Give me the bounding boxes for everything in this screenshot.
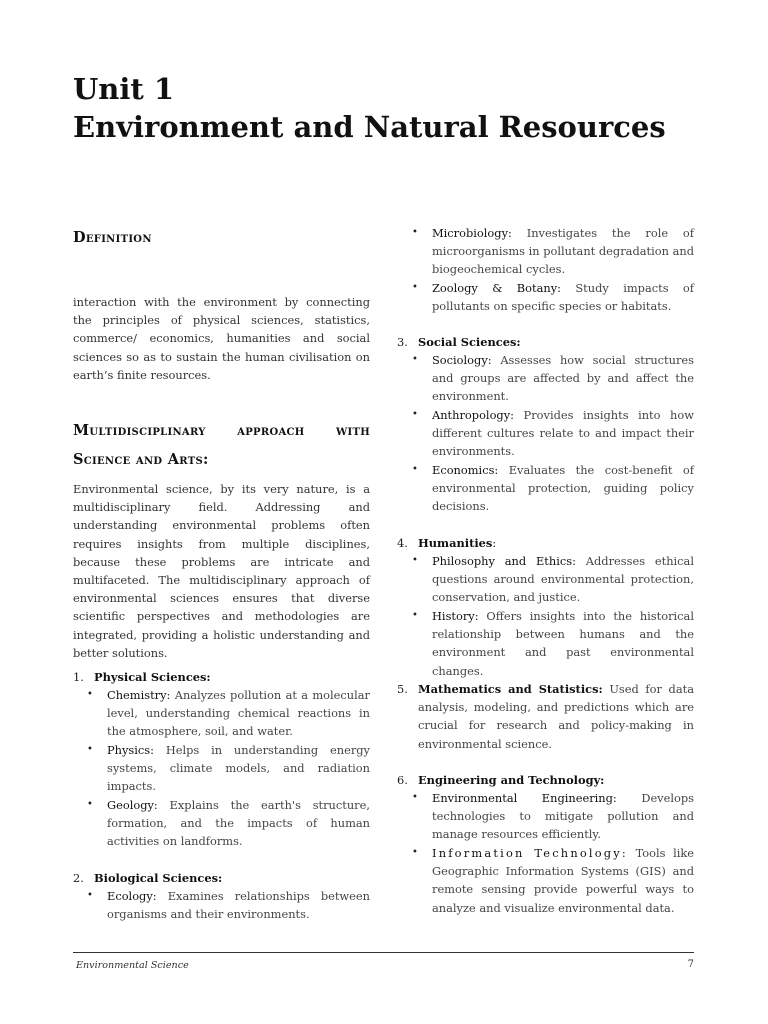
multidisciplinary-heading xyxy=(73,416,370,474)
list-item: • Information Technology: Tools like Geographic Information Systems (GIS) and remote sensing provide powerful ways to analyze and visualize environmental data. xyxy=(412,846,695,915)
bullet-icon: • xyxy=(412,354,418,365)
definition-heading: Definition xyxy=(73,229,152,246)
list-item: • Philosophy and Ethics: Addresses ethical questions around environmental protection, conservation, and justice. xyxy=(412,554,694,605)
section-heading-social: 3. Social Sciences: xyxy=(397,335,521,349)
unit-title: Environment and Natural Resources xyxy=(73,110,666,144)
list-item: • Sociology: Assesses how social structures and groups are affected by and affect the environment. xyxy=(412,353,694,404)
section-heading-humanities: 4. Humanities: xyxy=(397,536,497,550)
footer-book-title: Environmental Science xyxy=(76,960,189,971)
section-heading-engineering: 6. Engineering and Technology: xyxy=(397,773,605,787)
list-item: • History: Offers insights into the historical relationship between humans and the environment and past environmental changes. xyxy=(412,609,694,678)
bullet-icon: • xyxy=(87,890,93,901)
bullet-icon: • xyxy=(87,689,93,700)
list-item: • Ecology: Examines relationships between organisms and their environments. xyxy=(87,889,371,922)
bullet-icon: • xyxy=(412,227,418,238)
footer-divider xyxy=(73,952,694,953)
list-item: • Chemistry: Analyzes pollution at a molecular level, understanding chemical reactions in the atmosphere, soil, and water. xyxy=(87,688,371,739)
bullet-icon: • xyxy=(412,282,418,293)
bullet-icon: • xyxy=(412,792,418,803)
unit-label: Unit 1 xyxy=(73,72,175,106)
page-title xyxy=(73,70,666,146)
bullet-icon: • xyxy=(412,610,418,621)
multidisciplinary-text: Environmental science, by its very nature, is a multidisciplinary field. Addressing and understanding environmental problems often requires insights from multiple disciplines, because these problems are intricate and multifaceted. The multidisciplinary approach of environmental sciences ensures that diverse scientific perspectives and methodologies are integrated, providing a holistic understanding and better solutions. xyxy=(73,482,370,660)
list-item: • Environmental Engineering: Develops technologies to mitigate pollution and manage resources efficiently. xyxy=(412,791,694,842)
section-heading-physical: 1. Physical Sciences: xyxy=(73,670,211,684)
list-item: • Geology: Explains the earth's structure, formation, and the impacts of human activities on landforms. xyxy=(87,798,370,849)
list-item: • Anthropology: Provides insights into how different cultures relate to and impact their environments. xyxy=(412,408,694,459)
list-item: • Zoology & Botany: Study impacts of pollutants on specific species or habitats. xyxy=(412,281,694,314)
bullet-icon: • xyxy=(412,464,418,475)
bullet-icon: • xyxy=(87,799,93,810)
bullet-icon: • xyxy=(87,744,93,755)
page-number: 7 xyxy=(687,959,694,970)
bullet-icon: • xyxy=(412,847,418,858)
section-heading-math: Mathematics and Statistics: xyxy=(418,682,603,696)
definition-text: interaction with the environment by connecting the principles of physical sciences, statistics, commerce/ economics, humanities and social sciences so as to sustain the human civilisation on earth’s finite resources. xyxy=(73,295,370,382)
multidisciplinary-heading-line2: Science and Arts: xyxy=(73,451,209,468)
section-number-math: 5. xyxy=(397,682,408,696)
multidisciplinary-heading-line1: Multidisciplinary approach with xyxy=(73,422,370,439)
list-item: • Microbiology: Investigates the role of microorganisms in pollutant degradation and biogeochemical cycles. xyxy=(412,226,694,277)
bullet-icon: • xyxy=(412,555,418,566)
bullet-icon: • xyxy=(412,409,418,420)
list-item: • Economics: Evaluates the cost-benefit of environmental protection, guiding policy decisions. xyxy=(412,463,694,514)
section-math: Mathematics and Statistics: Used for data analysis, modeling, and predictions which are crucial for research and policy-making in environmental science. xyxy=(418,682,694,751)
section-heading-biological: 2. Biological Sciences: xyxy=(73,871,223,885)
list-item: • Physics: Helps in understanding energy systems, climate models, and radiation impacts. xyxy=(87,743,370,794)
